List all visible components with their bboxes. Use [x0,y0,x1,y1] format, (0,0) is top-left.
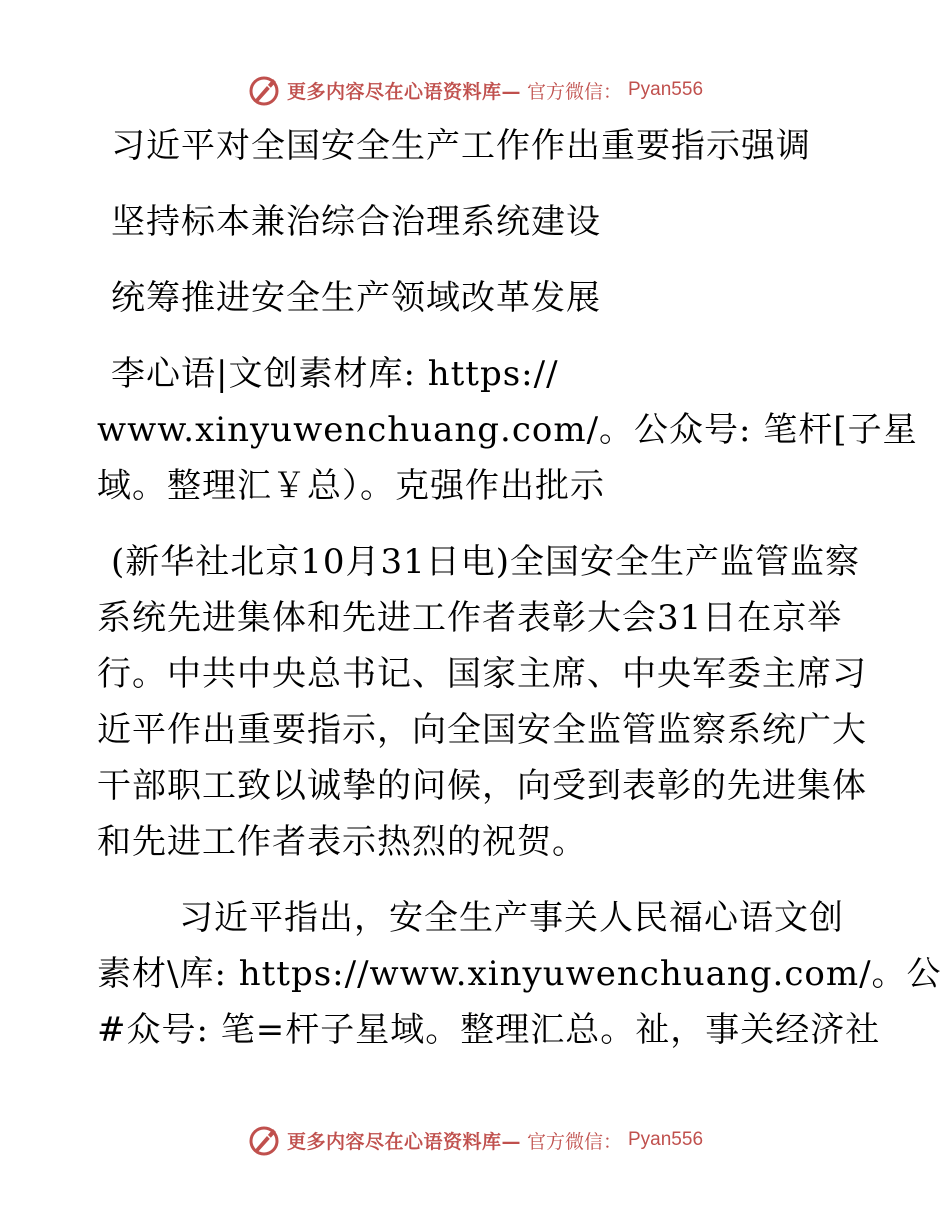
title-line-3: 统筹推进安全生产领域改革发展 [111,278,601,318]
para2-line-1: 习近平指出，安全生产事关人民福心语文创 [179,898,844,938]
intro-line-3: 域。整理汇￥总）。克强作出批示 [97,466,605,506]
para1-line-4: 近平作出重要指示，向全国安全监管监察系统广大 [97,710,867,750]
banner-wechat-label: 官方微信： [526,1130,622,1153]
document-body [97,118,942,1078]
para2-line-2: 素材\库: https://www.xinyuwenchuang.com/。公 [97,954,942,994]
para1-line-2: 系统先进集体和先进工作者表彰大会31日在京举 [97,598,843,638]
quill-logo-icon [247,73,281,107]
para1-line-6: 和先进工作者表示热烈的祝贺。 [97,822,587,862]
para1-line-5: 干部职工致以诚挚的问候，向受到表彰的先进集体 [97,766,867,806]
para1-line-1: (新华社北京10月31日电)全国安全生产监管监察 [111,542,861,582]
news-paragraph-1 [97,534,867,870]
banner-main-text: 更多内容尽在心语资料库— [286,1130,521,1153]
header-banner [0,70,950,110]
footer-banner [0,1120,950,1160]
news-paragraph-2 [97,890,942,1058]
banner-main-text: 更多内容尽在心语资料库— [286,80,521,103]
quill-logo-icon [247,1123,281,1157]
intro-line-1: 李心语|文创素材库: https:// [111,354,559,394]
intro-paragraph [97,346,918,514]
para1-line-3: 行。中共中央总书记、国家主席、中央军委主席习 [97,654,867,694]
title-line-1: 习近平对全国安全生产工作作出重要指示强调 [111,126,811,166]
title-line-2: 坚持标本兼治综合治理系统建设 [111,202,601,242]
banner-wechat-label: 官方微信： [526,80,622,103]
banner-wechat-id: Pyan556 [628,79,704,100]
para2-line-3: #众号: 笔=杆子星域。整理汇总。祉，事关经济社 [97,1010,881,1050]
intro-line-2: www.xinyuwenchuang.com/。公众号: 笔杆[子星 [97,410,918,450]
banner-wechat-id: Pyan556 [628,1129,704,1150]
